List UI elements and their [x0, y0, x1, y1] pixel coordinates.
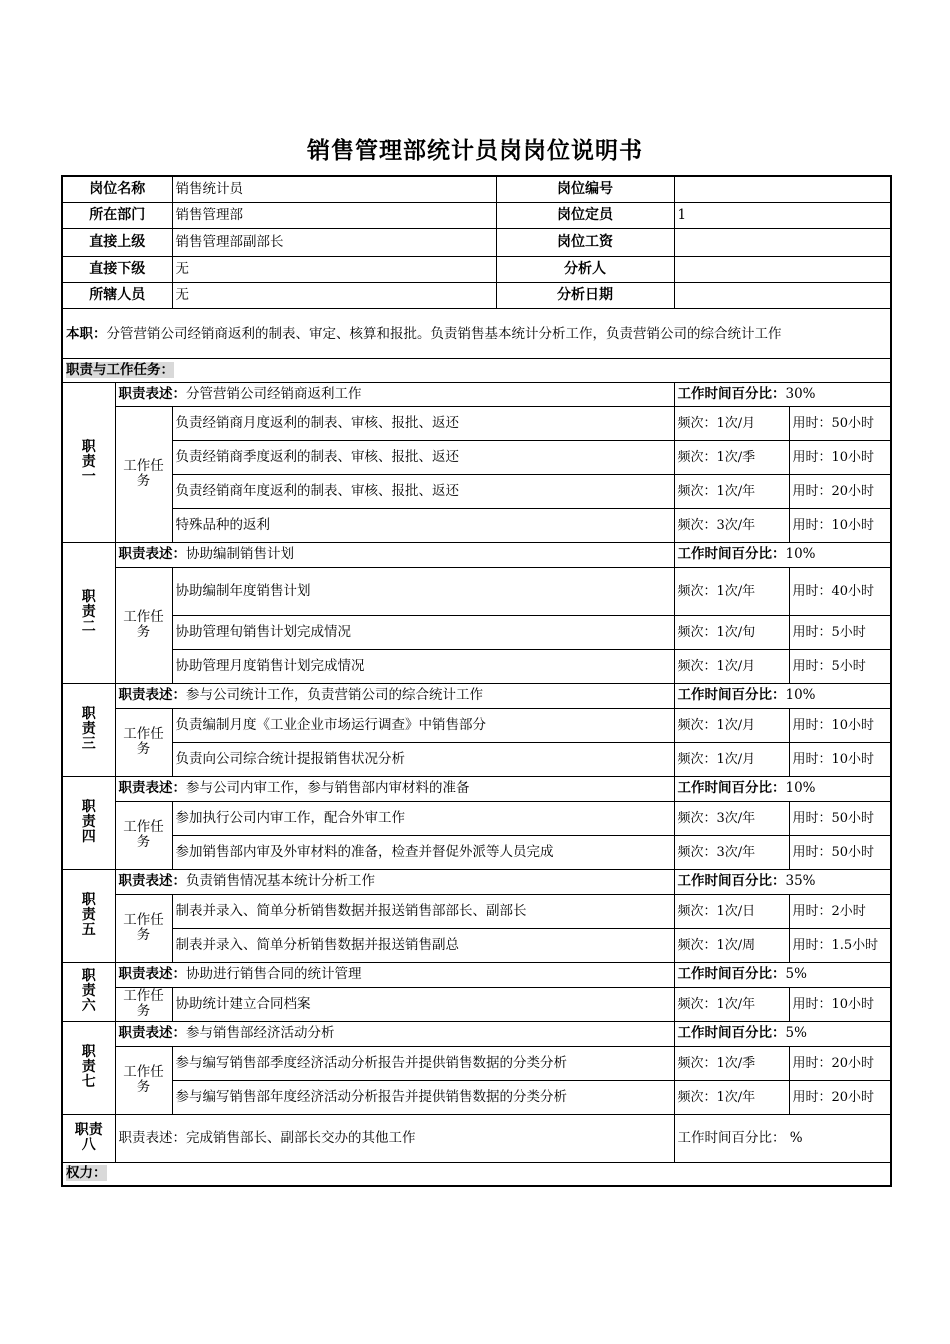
duty-name-text: 职责六 — [81, 968, 96, 1014]
duty-description-text: 协助进行销售合同的统计管理 — [186, 966, 362, 982]
task-row — [62, 615, 891, 649]
task-time: 用时：10小时 — [789, 440, 891, 474]
task-frequency: 频次：1次/月 — [674, 708, 789, 742]
task-row — [62, 928, 891, 962]
duty-description: 职责表述：完成销售部长、副部长交办的其他工作 — [115, 1114, 674, 1162]
task-label: 工作任务 — [115, 708, 172, 776]
duty-time-percent-value: 5% — [785, 1025, 807, 1041]
duty-desc-row — [62, 869, 891, 894]
task-frequency: 频次：1次/年 — [674, 567, 789, 615]
duty-time-percent-label: 工作时间百分比： — [677, 546, 786, 562]
duty-description-label: 职责表述： — [118, 385, 186, 402]
task-time: 用时：10小时 — [789, 742, 891, 776]
duty-time-percent — [674, 542, 891, 567]
task-row — [62, 835, 891, 869]
duty-time-percent-label: 工作时间百分比： — [677, 687, 786, 703]
task-time: 用时：50小时 — [789, 406, 891, 440]
authority-label: 权力： — [66, 1165, 107, 1182]
duty-name — [62, 382, 115, 542]
task-row — [62, 708, 891, 742]
task-label: 工作任务 — [115, 1046, 172, 1114]
info-label: 岗位名称 — [62, 176, 172, 202]
task-time: 用时：20小时 — [789, 1080, 891, 1114]
task-time: 用时：10小时 — [789, 987, 891, 1021]
info-label: 所在部门 — [62, 202, 172, 228]
duty-name-text: 职责五 — [81, 892, 96, 938]
duty-name — [62, 542, 115, 683]
info-value — [674, 256, 891, 282]
task-row — [62, 1080, 891, 1114]
info-value: 无 — [172, 256, 496, 282]
duty-desc-row — [62, 962, 891, 987]
duty-name — [62, 776, 115, 869]
info-label: 分析日期 — [496, 282, 674, 308]
task-text: 负责经销商季度返利的制表、审核、报批、返还 — [172, 440, 674, 474]
duty-description — [115, 776, 674, 801]
duty-description-text: 协助编制销售计划 — [186, 546, 294, 562]
info-label: 直接下级 — [62, 256, 172, 282]
duty-description — [115, 382, 674, 406]
task-text: 参与编写销售部季度经济活动分析报告并提供销售数据的分类分析 — [172, 1046, 674, 1080]
task-text: 参加执行公司内审工作，配合外审工作 — [172, 801, 674, 835]
info-value — [674, 228, 891, 256]
task-row — [62, 649, 891, 683]
task-text: 参与编写销售部年度经济活动分析报告并提供销售数据的分类分析 — [172, 1080, 674, 1114]
task-frequency: 频次：1次/月 — [674, 742, 789, 776]
task-text: 制表并录入、简单分析销售数据并报送销售副总 — [172, 928, 674, 962]
task-frequency: 频次：3次/年 — [674, 508, 789, 542]
duty-desc-row — [62, 776, 891, 801]
duty-description-text: 参与销售部经济活动分析 — [186, 1025, 335, 1041]
duty-description — [115, 683, 674, 708]
duty-time-percent — [674, 776, 891, 801]
duty-description — [115, 1021, 674, 1046]
task-row — [62, 894, 891, 928]
duty-time-percent-value: 5% — [785, 966, 807, 982]
duty-description-label: 职责表述： — [118, 873, 186, 889]
duty-name: 职责八 — [62, 1114, 115, 1162]
job-description-table — [61, 175, 892, 1187]
task-text: 负责编制月度《工业企业市场运行调查》中销售部分 — [172, 708, 674, 742]
authority-row — [62, 1162, 891, 1186]
job-summary-label: 本职： — [66, 326, 107, 342]
duties-header — [62, 358, 891, 382]
duty-time-percent — [674, 962, 891, 987]
task-time: 用时：50小时 — [789, 835, 891, 869]
duty-time-percent-value: 10% — [785, 687, 816, 703]
duty-time-percent — [674, 1021, 891, 1046]
task-text: 参加销售部内审及外审材料的准备，检查并督促外派等人员完成 — [172, 835, 674, 869]
task-row — [62, 567, 891, 615]
duty-time-percent — [674, 683, 891, 708]
duty-time-percent — [674, 382, 891, 406]
task-frequency: 频次：1次/季 — [674, 1046, 789, 1080]
duty-desc-row — [62, 1021, 891, 1046]
task-text: 协助编制年度销售计划 — [172, 567, 674, 615]
info-value: 销售管理部副部长 — [172, 228, 496, 256]
duty-name-text: 职责七 — [81, 1044, 96, 1090]
duty-name — [62, 1021, 115, 1114]
duty-name-text: 职责四 — [81, 799, 96, 845]
duties-header-label: 职责与工作任务： — [66, 361, 174, 378]
task-label: 工作任务 — [115, 406, 172, 542]
duty-description — [115, 869, 674, 894]
info-label: 分析人 — [496, 256, 674, 282]
info-value: 无 — [172, 282, 496, 308]
duty-time-percent-label: 工作时间百分比： — [677, 780, 786, 796]
duty-name — [62, 962, 115, 1021]
duty-description — [115, 542, 674, 567]
duty-time-percent-label: 工作时间百分比： — [677, 1025, 786, 1041]
info-value: 销售管理部 — [172, 202, 496, 228]
task-label: 工作任务 — [115, 987, 172, 1021]
task-frequency: 频次：1次/月 — [674, 649, 789, 683]
duty-description-label: 职责表述： — [118, 687, 186, 703]
info-row — [62, 256, 891, 282]
duty-description-label: 职责表述： — [118, 546, 186, 562]
task-frequency: 频次：3次/年 — [674, 835, 789, 869]
job-summary-text: 分管营销公司经销商返利的制表、审定、核算和报批。负责销售基本统计分析工作，负责营销公司的综合统计工作 — [106, 326, 782, 342]
task-text: 制表并录入、简单分析销售数据并报送销售部部长、副部长 — [172, 894, 674, 928]
duty-time-percent-value: 10% — [785, 546, 816, 562]
duty-description-text: 参与公司统计工作，负责营销公司的综合统计工作 — [186, 687, 483, 703]
task-label: 工作任务 — [115, 801, 172, 869]
duty-description-label: 职责表述： — [118, 780, 186, 796]
task-text: 负责经销商月度返利的制表、审核、报批、返还 — [172, 406, 674, 440]
info-label: 所辖人员 — [62, 282, 172, 308]
duty-description-text: 参与公司内审工作，参与销售部内审材料的准备 — [186, 780, 470, 796]
task-label: 工作任务 — [115, 894, 172, 962]
duty-name-text: 职责一 — [81, 438, 96, 485]
task-text: 特殊品种的返利 — [172, 508, 674, 542]
duty-name — [62, 683, 115, 776]
task-row — [62, 742, 891, 776]
task-text: 协助统计建立合同档案 — [172, 987, 674, 1021]
duty-time-percent-label: 工作时间百分比： — [677, 966, 786, 982]
task-row — [62, 474, 891, 508]
duty-desc-row — [62, 382, 891, 406]
info-value: 1 — [674, 202, 891, 228]
task-label: 工作任务 — [115, 567, 172, 683]
info-row — [62, 202, 891, 228]
duty-time-percent-value: 35% — [785, 873, 816, 889]
duty-desc-row — [62, 542, 891, 567]
duty-name — [62, 869, 115, 962]
duty-name-text: 职责二 — [81, 589, 96, 635]
task-text: 协助管理月度销售计划完成情况 — [172, 649, 674, 683]
task-row — [62, 508, 891, 542]
task-text: 负责经销商年度返利的制表、审核、报批、返还 — [172, 474, 674, 508]
task-time: 用时：20小时 — [789, 1046, 891, 1080]
info-label: 岗位工资 — [496, 228, 674, 256]
task-frequency: 频次：1次/年 — [674, 987, 789, 1021]
info-row — [62, 228, 891, 256]
task-row — [62, 440, 891, 474]
task-row — [62, 801, 891, 835]
duty-name-text: 职责三 — [81, 706, 96, 752]
task-frequency: 频次：1次/旬 — [674, 615, 789, 649]
job-summary — [62, 308, 891, 358]
duty-description — [115, 962, 674, 987]
info-value — [674, 176, 891, 202]
info-value — [674, 282, 891, 308]
task-time: 用时：1.5小时 — [789, 928, 891, 962]
duty-time-percent-value: 30% — [785, 385, 816, 402]
task-time: 用时：5小时 — [789, 649, 891, 683]
duty-desc-row — [62, 683, 891, 708]
task-frequency: 频次：3次/年 — [674, 801, 789, 835]
task-time: 用时：20小时 — [789, 474, 891, 508]
task-time: 用时：10小时 — [789, 508, 891, 542]
task-row — [62, 1046, 891, 1080]
duty-time-percent — [674, 869, 891, 894]
duty-time-percent-label: 工作时间百分比： — [677, 385, 786, 402]
task-time: 用时：40小时 — [789, 567, 891, 615]
task-time: 用时：50小时 — [789, 801, 891, 835]
task-time: 用时：10小时 — [789, 708, 891, 742]
info-label: 岗位编号 — [496, 176, 674, 202]
duty-description-label: 职责表述： — [118, 1025, 186, 1041]
duty-desc-row — [62, 1114, 891, 1162]
info-value: 销售统计员 — [172, 176, 496, 202]
task-frequency: 频次：1次/月 — [674, 406, 789, 440]
task-row — [62, 406, 891, 440]
task-time: 用时：5小时 — [789, 615, 891, 649]
duty-description-text: 分管营销公司经销商返利工作 — [186, 385, 362, 402]
duty-description-label: 职责表述： — [118, 966, 186, 982]
task-text: 协助管理旬销售计划完成情况 — [172, 615, 674, 649]
info-row — [62, 282, 891, 308]
task-frequency: 频次：1次/日 — [674, 894, 789, 928]
duty-time-percent: 工作时间百分比： % — [674, 1114, 891, 1162]
page-title: 销售管理部统计员岗岗位说明书 — [307, 138, 643, 164]
info-label: 岗位定员 — [496, 202, 674, 228]
task-text: 负责向公司综合统计提报销售状况分析 — [172, 742, 674, 776]
duty-time-percent-label: 工作时间百分比： — [677, 873, 786, 889]
task-frequency: 频次：1次/周 — [674, 928, 789, 962]
duty-description-text: 负责销售情况基本统计分析工作 — [186, 873, 375, 889]
info-row — [62, 176, 891, 202]
info-label: 直接上级 — [62, 228, 172, 256]
task-frequency: 频次：1次/年 — [674, 1080, 789, 1114]
duty-time-percent-value: 10% — [785, 780, 816, 796]
task-frequency: 频次：1次/年 — [674, 474, 789, 508]
task-frequency: 频次：1次/季 — [674, 440, 789, 474]
task-time: 用时：2小时 — [789, 894, 891, 928]
task-row — [62, 987, 891, 1021]
